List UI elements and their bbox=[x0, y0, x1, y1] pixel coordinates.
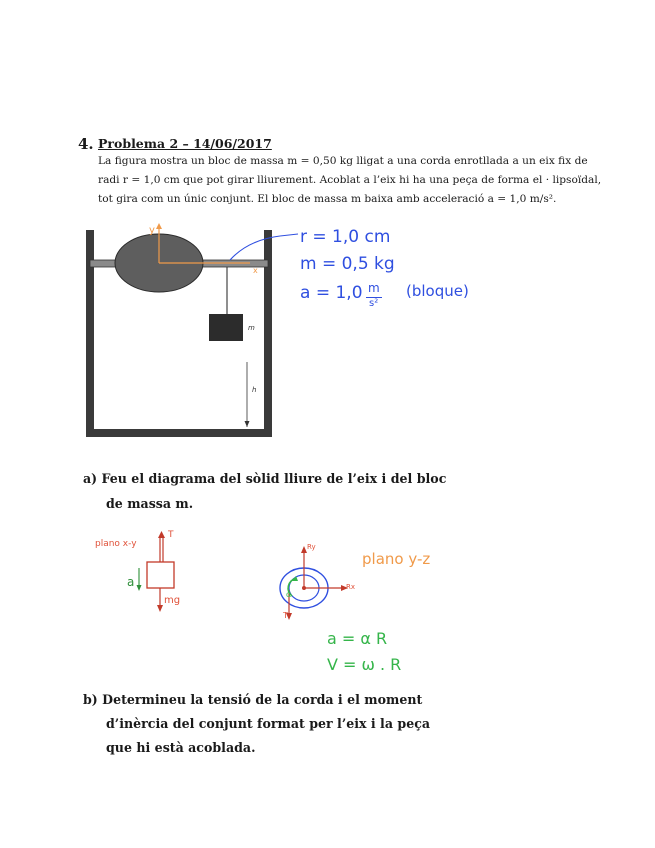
hw-accel-unit-num: m bbox=[368, 281, 380, 295]
height-label: h bbox=[252, 386, 257, 394]
problem-figure bbox=[80, 222, 280, 440]
problem-title: Problema 2 – 14/06/2017 bbox=[98, 136, 272, 151]
fbd-accel-label: a bbox=[127, 575, 135, 589]
fbd-plane-xy-label: plano x-y bbox=[95, 539, 137, 549]
fbd-tension-label: T bbox=[168, 530, 174, 540]
axis-x-label: x bbox=[253, 266, 258, 275]
frame-floor bbox=[86, 429, 272, 437]
question-a-line-1: a) Feu el diagrama del sòlid lliure de l’eix i del bloc bbox=[83, 471, 447, 486]
block-mass-label: m bbox=[248, 324, 255, 332]
hw-accel-note: (bloque) bbox=[406, 282, 469, 300]
eq-tangential-accel: a = α R bbox=[327, 629, 388, 648]
hw-radius: r = 1,0 cm bbox=[300, 227, 391, 247]
pointer-continuation bbox=[280, 230, 300, 240]
axis-y-label: y bbox=[149, 225, 155, 236]
problem-text-line-2: radi r = 1,0 cm que pot girar lliurement. Acoblat a l’eix hi ha una peça de forma el · lipsoïdal, bbox=[98, 174, 602, 186]
question-a-line-2: de massa m. bbox=[106, 496, 194, 511]
question-b-line-2: d’inèrcia del conjunt format per l’eix i la peça bbox=[106, 716, 431, 731]
question-b-line-1: b) Determineu la tensió de la corda i el moment bbox=[83, 692, 423, 707]
fbd-plane-yz-label: plano y-z bbox=[362, 550, 431, 568]
fbd-alpha-label: α bbox=[286, 590, 292, 599]
fbd-weight-label: mg bbox=[164, 595, 181, 606]
hw-accel: a = 1,0 bbox=[300, 283, 363, 303]
hw-mass: m = 0,5 kg bbox=[300, 254, 395, 274]
problem-text-line-1: La figura mostra un bloc de massa m = 0,50 kg lligat a una corda enrotllada a un eix fix de bbox=[98, 155, 588, 167]
question-b-line-3: que hi està acoblada. bbox=[106, 740, 256, 755]
eq-tangential-velocity: V = ω . R bbox=[327, 655, 402, 674]
problem-text-line-3: tot gira com un únic conjunt. El bloc de massa m baixa amb acceleració a = 1,0 m/s². bbox=[98, 193, 557, 205]
hanging-block bbox=[209, 314, 243, 341]
fbd-rx-label: Rx bbox=[346, 583, 356, 591]
radius-pointer bbox=[230, 236, 280, 260]
fbd-ry-label: Ry bbox=[307, 543, 316, 551]
fbd-t2-label: T bbox=[283, 611, 288, 620]
problem-number: 4. bbox=[78, 135, 94, 153]
hw-accel-unit-den: s² bbox=[369, 298, 379, 309]
